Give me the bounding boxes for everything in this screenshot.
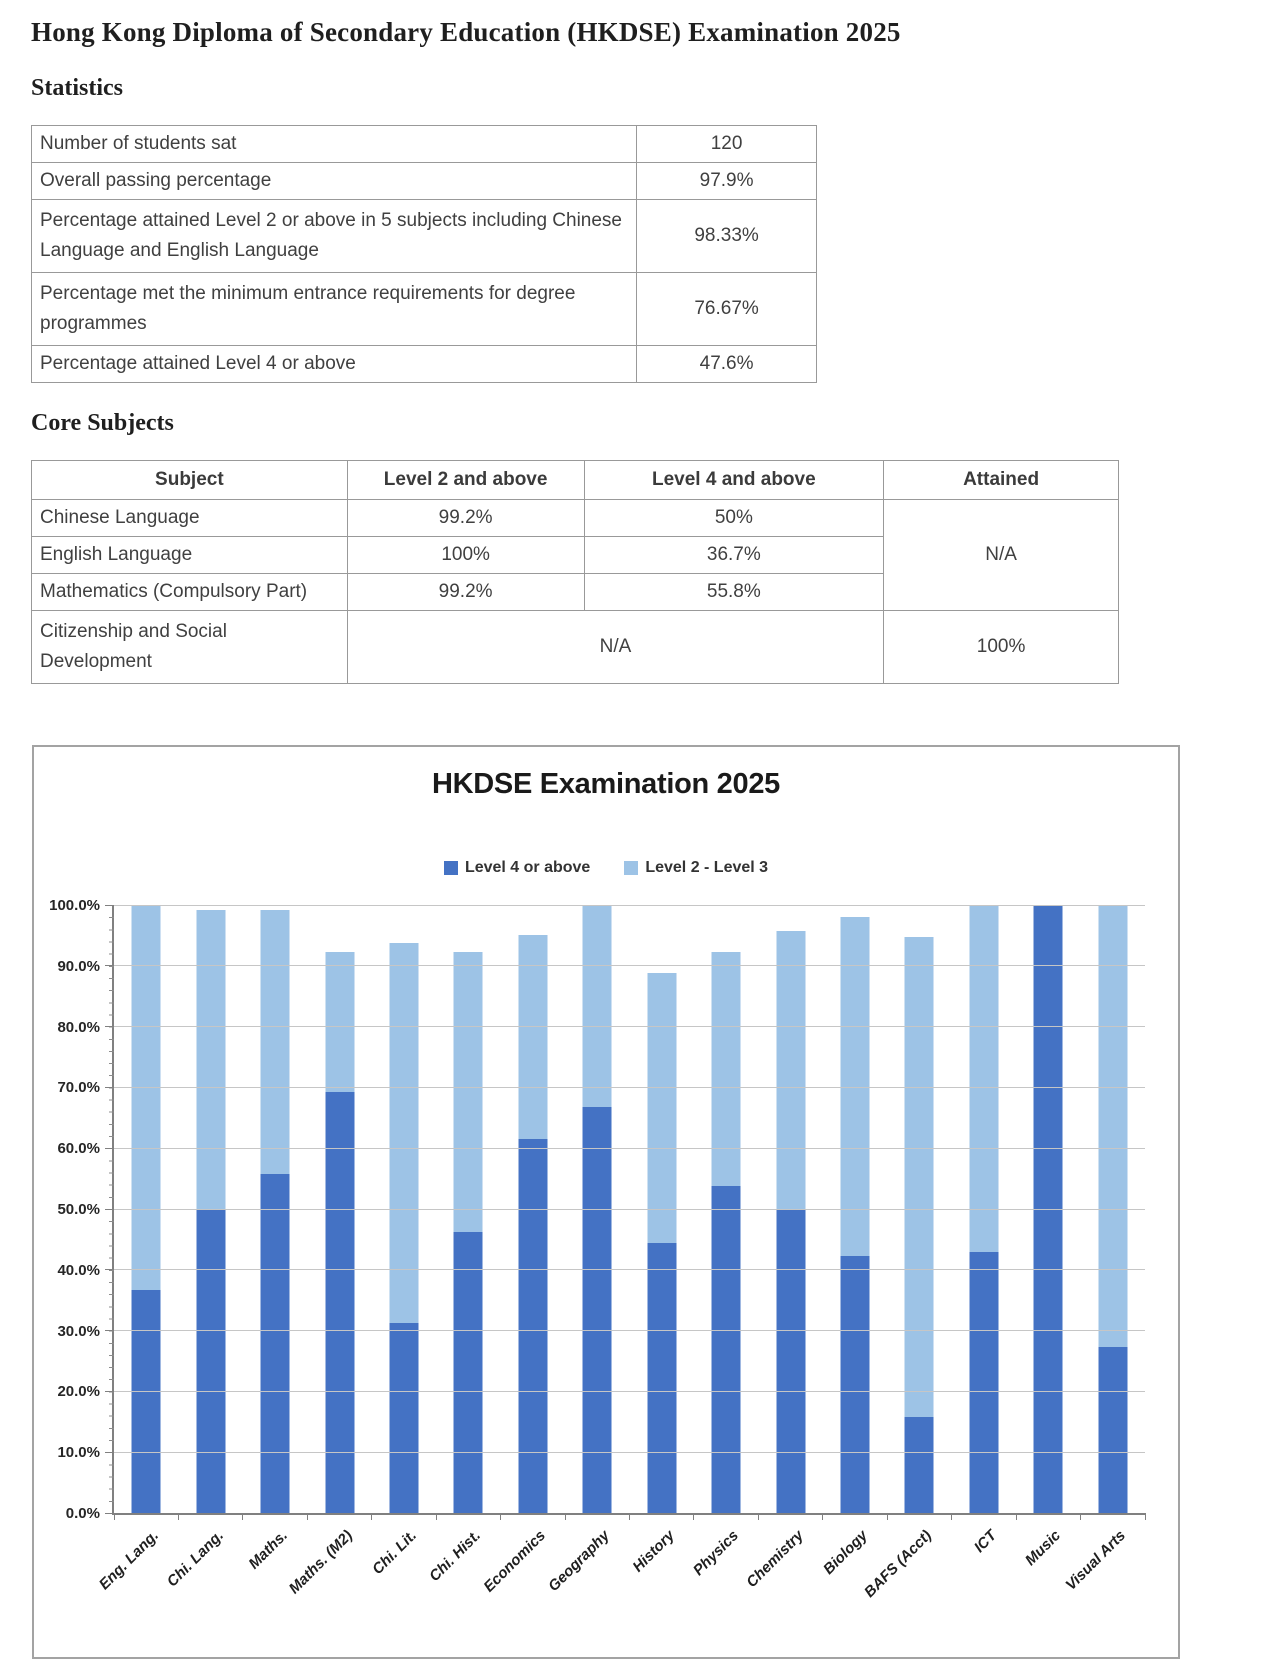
bar-segment-level2-3 bbox=[776, 931, 805, 1209]
x-axis-tick bbox=[565, 1513, 566, 1520]
y-axis-tick bbox=[105, 965, 114, 966]
stat-label: Number of students sat bbox=[32, 126, 637, 163]
x-axis-label: Biology bbox=[820, 1527, 872, 1578]
gridline bbox=[114, 1269, 1145, 1270]
table-row bbox=[32, 163, 817, 200]
y-axis-tick-label: 90.0% bbox=[57, 957, 100, 975]
gridline bbox=[114, 1087, 1145, 1088]
x-axis-label: Chi. Lit. bbox=[369, 1527, 420, 1578]
bar-segment-level4 bbox=[969, 1252, 998, 1513]
statistics-heading: Statistics bbox=[31, 75, 123, 101]
x-axis-tick bbox=[951, 1513, 952, 1520]
bar-segment-level2-3 bbox=[969, 905, 998, 1252]
stat-label: Percentage met the minimum entrance requirements for degree programmes bbox=[32, 273, 637, 346]
x-axis-tick bbox=[758, 1513, 759, 1520]
y-axis-tick bbox=[105, 1209, 114, 1210]
bar-segment-level4 bbox=[647, 1243, 676, 1513]
bar-segment-level4 bbox=[196, 1209, 225, 1513]
chart-legend bbox=[34, 859, 1178, 877]
bar-segment-level4 bbox=[905, 1417, 934, 1513]
level4-cell: 55.8% bbox=[584, 574, 884, 611]
x-axis-label: BAFS (Acct) bbox=[861, 1527, 936, 1601]
y-axis-tick bbox=[105, 1026, 114, 1027]
column-header: Level 2 and above bbox=[347, 461, 584, 500]
column-header: Subject bbox=[32, 461, 348, 500]
level4-cell: 50% bbox=[584, 500, 884, 537]
x-axis-label: Chi. Lang. bbox=[163, 1527, 227, 1591]
stat-value: 76.67% bbox=[637, 273, 817, 346]
x-axis-label: History bbox=[629, 1527, 678, 1576]
chart-title: HKDSE Examination 2025 bbox=[432, 768, 780, 800]
x-axis-tick bbox=[629, 1513, 630, 1520]
legend-item-level4 bbox=[444, 859, 590, 877]
level4-cell: 36.7% bbox=[584, 537, 884, 574]
x-axis-tick bbox=[371, 1513, 372, 1520]
column-header: Level 4 and above bbox=[584, 461, 884, 500]
bar-segment-level4 bbox=[454, 1232, 483, 1513]
table-header-row bbox=[32, 461, 1119, 500]
bar-segment-level4 bbox=[132, 1290, 161, 1513]
y-axis-tick bbox=[105, 1269, 114, 1270]
bar-segment-level4 bbox=[841, 1256, 870, 1513]
y-axis-tick-label: 40.0% bbox=[57, 1261, 100, 1279]
core-subjects-table bbox=[31, 460, 1119, 684]
gridline bbox=[114, 1452, 1145, 1453]
y-axis-tick-label: 100.0% bbox=[49, 897, 100, 914]
attained-cell: 100% bbox=[884, 611, 1119, 684]
column-header: Attained bbox=[884, 461, 1119, 500]
y-axis-tick-label: 80.0% bbox=[57, 1018, 100, 1036]
bar-segment-level2-3 bbox=[325, 952, 354, 1092]
document-body bbox=[0, 0, 1286, 684]
bar-segment-level4 bbox=[712, 1186, 741, 1513]
y-axis-tick-label: 70.0% bbox=[57, 1079, 100, 1097]
y-axis-tick bbox=[105, 1087, 114, 1088]
bar-segment-level4 bbox=[776, 1209, 805, 1513]
bar-segment-level4 bbox=[389, 1323, 418, 1513]
x-axis-tick bbox=[307, 1513, 308, 1520]
page-title: Hong Kong Diploma of Secondary Education (HKDSE) Examination 2025 bbox=[31, 17, 901, 47]
stat-value: 120 bbox=[637, 126, 817, 163]
attained-merged-cell: N/A bbox=[884, 500, 1119, 611]
table-row bbox=[32, 200, 817, 273]
y-axis-tick bbox=[105, 1391, 114, 1392]
level2-cell: 99.2% bbox=[347, 574, 584, 611]
bar-segment-level2-3 bbox=[1098, 905, 1127, 1347]
x-axis-tick bbox=[242, 1513, 243, 1520]
x-axis-label: Economics bbox=[480, 1527, 549, 1596]
x-axis-tick bbox=[693, 1513, 694, 1520]
y-axis-tick-label: 60.0% bbox=[57, 1140, 100, 1158]
gridline bbox=[114, 1391, 1145, 1392]
x-axis-tick bbox=[887, 1513, 888, 1520]
x-axis-tick bbox=[436, 1513, 437, 1520]
y-axis-tick bbox=[105, 905, 114, 906]
table-row bbox=[32, 126, 817, 163]
x-axis-label: Visual Arts bbox=[1062, 1527, 1129, 1594]
legend-label: Level 2 - Level 3 bbox=[645, 859, 769, 876]
y-axis-tick bbox=[105, 1452, 114, 1453]
x-axis-label: Maths. (M2) bbox=[285, 1527, 356, 1598]
stat-value: 98.33% bbox=[637, 200, 817, 273]
x-axis-tick bbox=[822, 1513, 823, 1520]
core-subjects-heading: Core Subjects bbox=[31, 410, 174, 436]
statistics-table bbox=[31, 125, 817, 383]
legend-swatch-level2-3 bbox=[624, 861, 638, 875]
bar-segment-level4 bbox=[325, 1092, 354, 1513]
stat-label: Percentage attained Level 4 or above bbox=[32, 346, 637, 383]
gridline bbox=[114, 1330, 1145, 1331]
bar-segment-level4 bbox=[261, 1174, 290, 1513]
bar-segment-level2-3 bbox=[261, 910, 290, 1174]
subject-cell bbox=[32, 611, 348, 684]
plot-area bbox=[112, 905, 1145, 1515]
na-merged-cell: N/A bbox=[347, 611, 883, 684]
x-axis-label: Physics bbox=[690, 1527, 743, 1580]
x-axis-label: Chemistry bbox=[742, 1527, 807, 1591]
stat-label: Overall passing percentage bbox=[32, 163, 637, 200]
y-axis-tick bbox=[105, 1148, 114, 1149]
legend-item-level2-3 bbox=[624, 859, 768, 877]
bar-segment-level2-3 bbox=[712, 952, 741, 1186]
y-axis-tick-label: 10.0% bbox=[57, 1444, 100, 1462]
bar-segment-level2-3 bbox=[905, 937, 934, 1417]
x-axis-label: Chi. Hist. bbox=[426, 1527, 485, 1585]
subject-cell: Mathematics (Compulsory Part) bbox=[32, 574, 348, 611]
bar-segment-level2-3 bbox=[454, 952, 483, 1232]
x-axis-label: Maths. bbox=[245, 1527, 292, 1573]
table-row bbox=[32, 500, 1119, 537]
level2-cell: 99.2% bbox=[347, 500, 584, 537]
legend-label: Level 4 or above bbox=[464, 859, 591, 876]
x-axis-tick bbox=[1145, 1513, 1146, 1520]
bar-segment-level2-3 bbox=[583, 905, 612, 1107]
subject-cell: Chinese Language bbox=[32, 500, 348, 537]
bar-segment-level2-3 bbox=[389, 943, 418, 1323]
bar-segment-level2-3 bbox=[647, 973, 676, 1244]
legend-swatch-level4 bbox=[444, 861, 458, 875]
table-row bbox=[32, 611, 1119, 684]
x-axis-tick bbox=[114, 1513, 115, 1520]
subject-text: Citizenship and Social Development bbox=[40, 620, 227, 672]
gridline bbox=[114, 1209, 1145, 1210]
gridline bbox=[114, 965, 1145, 966]
x-axis-tick bbox=[500, 1513, 501, 1520]
y-axis-tick-label: 50.0% bbox=[57, 1201, 100, 1218]
y-axis-tick-label: 20.0% bbox=[57, 1383, 100, 1401]
stat-value: 97.9% bbox=[637, 163, 817, 200]
x-axis-label: Geography bbox=[545, 1527, 614, 1596]
x-axis-tick bbox=[1080, 1513, 1081, 1520]
stat-label: Percentage attained Level 2 or above in 5 subjects including Chinese Language and English Language bbox=[32, 200, 637, 273]
subject-cell: English Language bbox=[32, 537, 348, 574]
x-axis-label: Eng. Lang. bbox=[96, 1527, 163, 1594]
gridline bbox=[114, 1148, 1145, 1149]
y-axis-tick bbox=[105, 1330, 114, 1331]
y-axis-tick-label: 0.0% bbox=[65, 1505, 100, 1522]
x-axis-tick bbox=[178, 1513, 179, 1520]
table-row bbox=[32, 346, 817, 383]
gridline bbox=[114, 1026, 1145, 1027]
stat-value: 47.6% bbox=[637, 346, 817, 383]
x-axis-tick bbox=[1016, 1513, 1017, 1520]
x-axis-label: Music bbox=[1022, 1527, 1065, 1570]
bar-segment-level4 bbox=[518, 1139, 547, 1513]
x-axis-label: ICT bbox=[970, 1527, 1000, 1557]
y-axis-tick-label: 30.0% bbox=[57, 1322, 100, 1340]
level2-cell: 100% bbox=[347, 537, 584, 574]
bar-segment-level2-3 bbox=[196, 910, 225, 1209]
bar-segment-level2-3 bbox=[132, 905, 161, 1290]
chart bbox=[32, 745, 1180, 1659]
gridline bbox=[114, 905, 1145, 906]
table-row bbox=[32, 273, 817, 346]
bar-segment-level4 bbox=[1098, 1347, 1127, 1513]
